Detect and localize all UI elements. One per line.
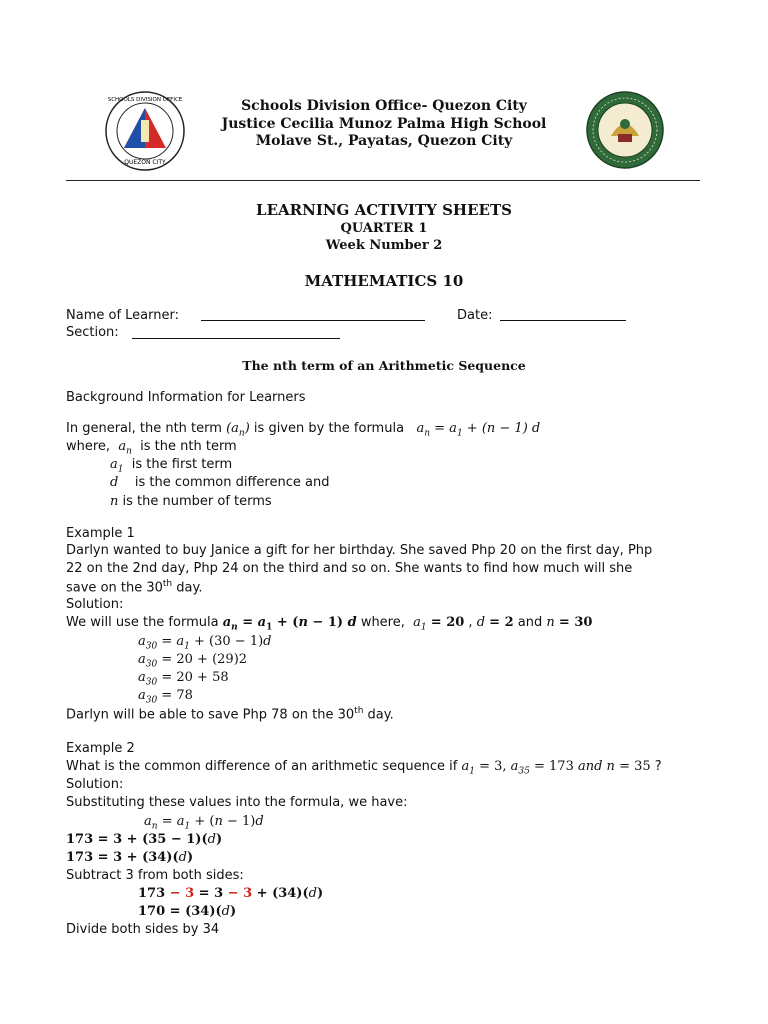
general-line: In general, the nth term $(a_n)$ is given by the formula $a_n = a_1 + (n - 1)$ d [66,421,541,439]
sheet-title: LEARNING ACTIVITY SHEETS [256,201,512,219]
lesson-title: The nth term of an Arithmetic Sequence [242,358,526,373]
svg-text:QUEZON CITY: QUEZON CITY [124,159,166,166]
header-address: Molave St., Payatas, Quezon City [255,133,513,149]
a1-definition: $a_1$ is the first term [110,457,233,475]
ex1-step4: $a_{30} = 78$ [138,688,193,706]
nth-term-formula: $a_n = a_1 + (n - 1)$ d [416,421,541,439]
ex1-step2: $a_{30} = 20 + (29)2$ [138,652,248,670]
ex1-step3: $a_{30} = 20 + 58$ [138,670,229,688]
example2-subst: Substituting these values into the formula, we have: [66,795,408,810]
example1-line1: Darlyn wanted to buy Janice a gift for her birthday. She saved Php 20 on the first day, Php [66,543,653,558]
ex2-step1: 173 = 3 + (35 − 1)(d) [66,832,223,847]
header-divider [66,180,700,181]
example1-line3: save on the 30th day. [66,579,203,596]
example2-solution-label: Solution: [66,777,124,792]
section-field[interactable] [132,338,340,339]
ex1-step1: $a_{30} = a_1 + (30 - 1)d$ [138,634,272,652]
example1-formula-line: We will use the formula $a_n = a_1 + (n - 1)$ d where, $a_1 = 20$ , d = 2 and n = 30 [66,615,593,633]
example1-conclusion: Darlyn will be able to save Php 78 on the 30th day. [66,706,394,723]
header-office: Schools Division Office- Quezon City [241,98,527,114]
example2-subtract: Subtract 3 from both sides: [66,868,244,883]
ex2-step2: 173 = 3 + (34)(d) [66,850,194,865]
d-definition: d is the common difference and [110,475,330,490]
section-label: Section: [66,325,119,340]
quarter-label: QUARTER 1 [340,221,428,236]
header-school: Justice Cecilia Munoz Palma High School [221,116,547,132]
name-label: Name of Learner: [66,308,179,323]
subject-title: MATHEMATICS 10 [304,272,464,290]
example1-solution-label: Solution: [66,597,124,612]
week-label: Week Number 2 [325,238,443,253]
name-field[interactable] [201,320,425,321]
example2-question: What is the common difference of an arithmetic sequence if $a_1 = 3$, $a_{35} = 173$ and n = 35 ? [66,759,662,777]
example2-divide: Divide both sides by 34 [66,922,220,937]
example1-label: Example 1 [66,526,135,541]
ex2-step4: 170 = (34)(d) [138,904,237,919]
date-label: Date: [457,308,493,323]
svg-text:SCHOOLS DIVISION OFFICE: SCHOOLS DIVISION OFFICE [107,97,183,103]
where-line: where, $a_n$ is the nth term [66,439,237,457]
example1-line2: 22 on the 2nd day, Php 24 on the third and so on. She wants to find how much will she [66,561,633,576]
date-field[interactable] [500,320,626,321]
n-definition: n is the number of terms [110,494,272,509]
example2-label: Example 2 [66,741,135,756]
ex2-formula: $a_n = a_1 + (n - 1)d$ [144,814,264,832]
background-heading: Background Information for Learners [66,390,306,405]
ex2-step3: 173 − 3 = 3 − 3 + (34)(d) [138,886,324,901]
